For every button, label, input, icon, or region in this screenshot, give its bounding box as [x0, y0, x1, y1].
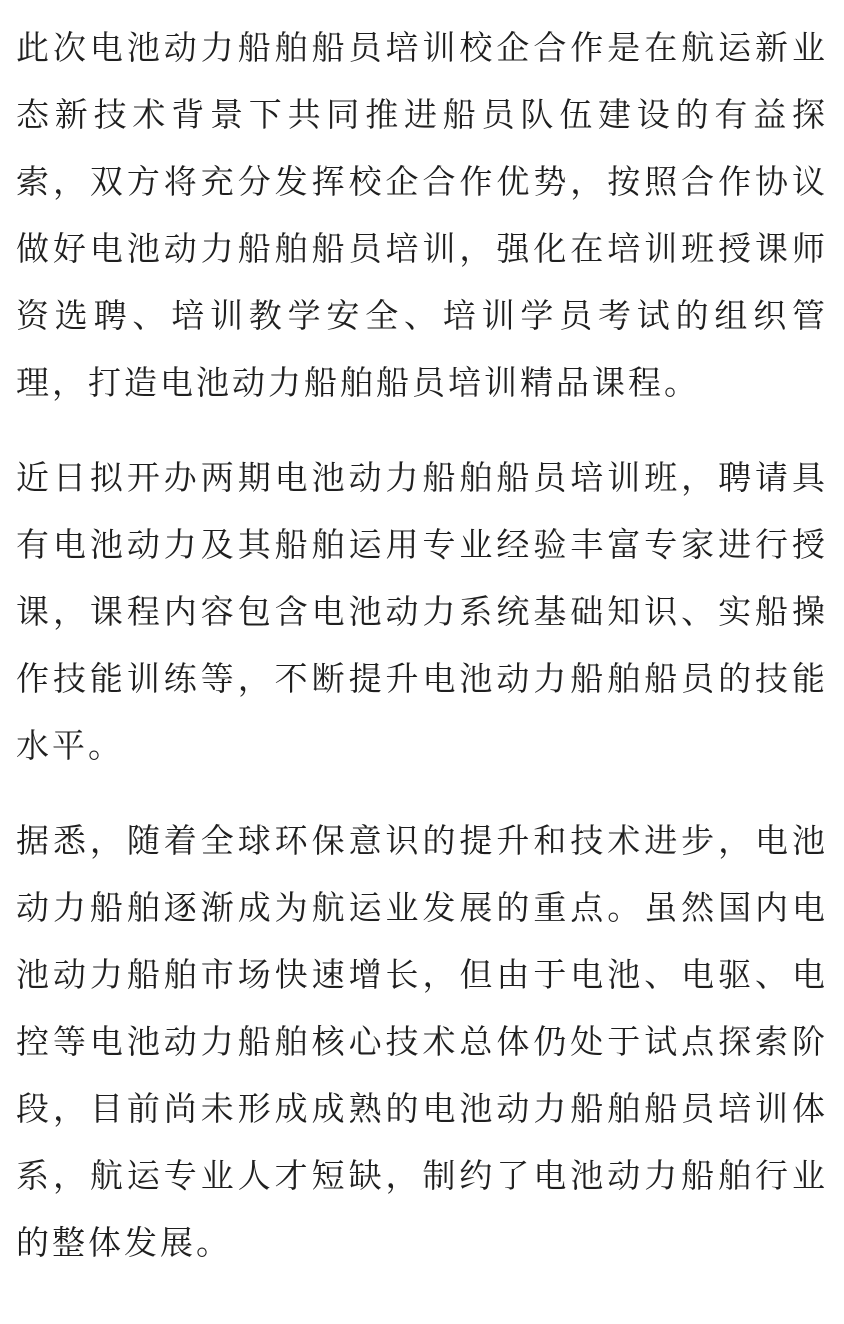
text-line: 理，打造电池动力船舶船员培训精品课程。: [16, 363, 700, 402]
paragraph-3: [16, 807, 828, 1276]
paragraph-1: [16, 14, 828, 416]
text-line: 系，航运专业人才短缺，制约了电池动力船舶行业: [16, 1156, 828, 1195]
text-line: 段，目前尚未形成成熟的电池动力船舶船员培训体: [16, 1089, 828, 1128]
text-line: 近日拟开办两期电池动力船舶船员培训班，聘请具: [16, 458, 828, 497]
text-line: 控等电池动力船舶核心技术总体仍处于试点探索阶: [16, 1022, 828, 1061]
text-line: 课，课程内容包含电池动力系统基础知识、实船操: [16, 592, 828, 631]
paragraph-2: [16, 444, 828, 779]
text-line: 此次电池动力船舶船员培训校企合作是在航运新业: [16, 28, 828, 67]
text-line: 态新技术背景下共同推进船员队伍建设的有益探: [16, 95, 828, 134]
text-line: 资选聘、培训教学安全、培训学员考试的组织管: [16, 296, 828, 335]
text-line: 索，双方将充分发挥校企合作优势，按照合作协议: [16, 162, 828, 201]
text-line: 据悉，随着全球环保意识的提升和技术进步，电池: [16, 821, 828, 860]
text-line: 池动力船舶市场快速增长，但由于电池、电驱、电: [16, 955, 828, 994]
text-line: 作技能训练等，不断提升电池动力船舶船员的技能: [16, 659, 828, 698]
text-line: 有电池动力及其船舶运用专业经验丰富专家进行授: [16, 525, 828, 564]
text-line: 水平。: [16, 726, 124, 765]
text-line: 做好电池动力船舶船员培训，强化在培训班授课师: [16, 229, 828, 268]
text-line: 动力船舶逐渐成为航运业发展的重点。虽然国内电: [16, 888, 828, 927]
article-body: [16, 14, 828, 1304]
text-line: 的整体发展。: [16, 1223, 232, 1262]
